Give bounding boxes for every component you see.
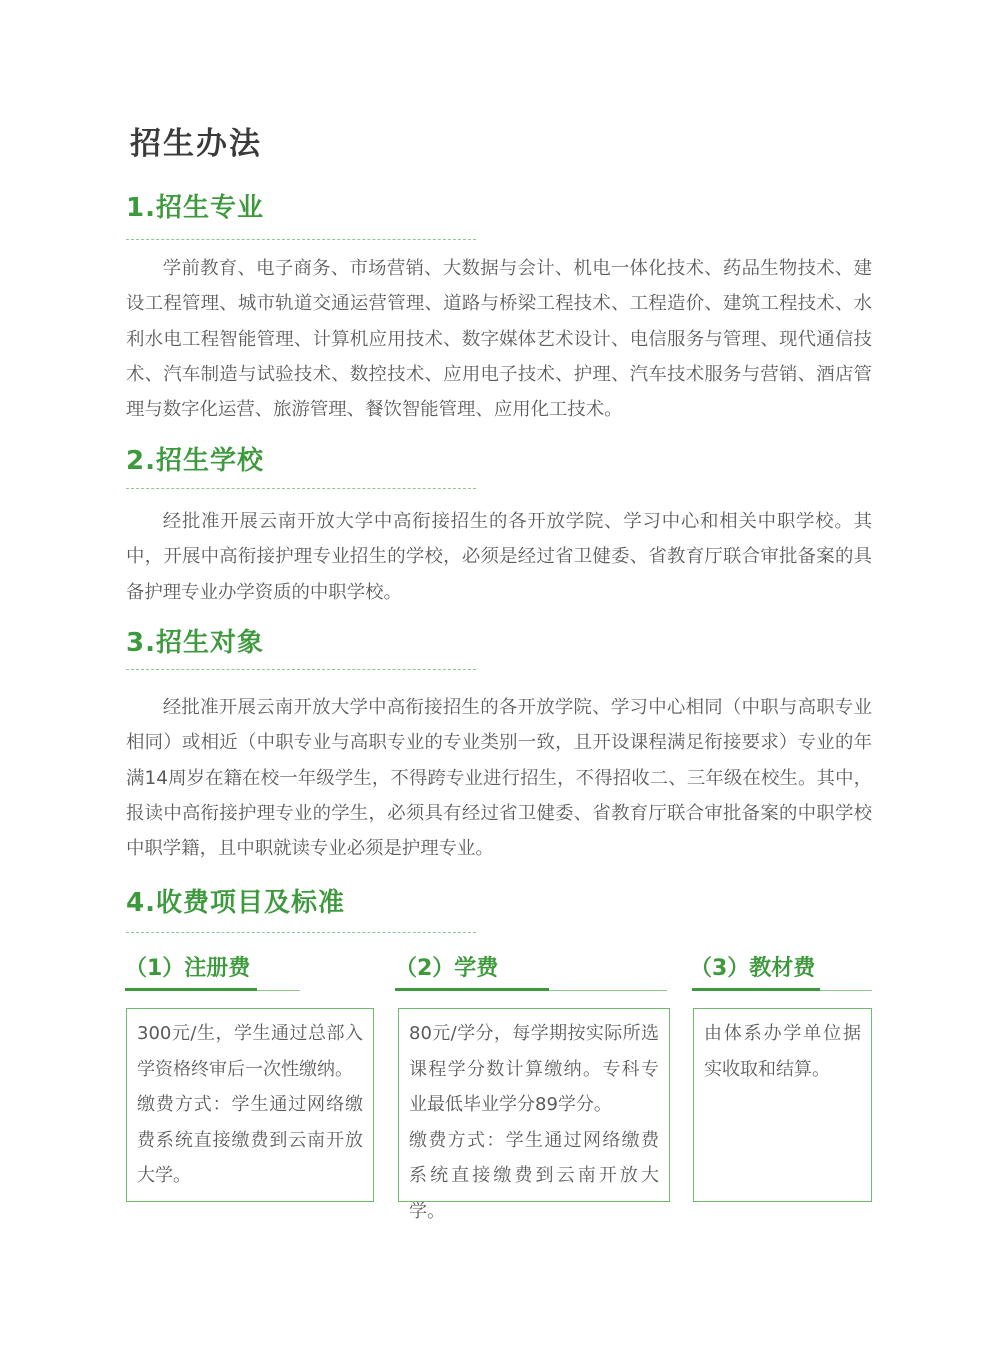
fee-box-textbooks	[693, 1008, 872, 1202]
fee-label-underline	[395, 990, 667, 991]
fee-label-registration: （1）注册费	[125, 956, 251, 981]
section-divider	[126, 488, 476, 489]
section-heading-majors: 1.招生专业	[126, 193, 264, 223]
section-heading-schools: 2.招生学校	[126, 446, 264, 476]
section-divider	[126, 239, 476, 240]
fee-label-textbooks: （3）教材费	[690, 956, 816, 981]
page-title: 招生办法	[130, 126, 262, 162]
section-heading-eligibility: 3.招生对象	[126, 628, 264, 658]
section-body-eligibility: 经批准开展云南开放大学中高衔接招生的各开放学院、学习中心相同（中职与高职专业相同）或相近（中职专业与高职专业的专业类别一致，且开设课程满足衔接要求）专业的年满14周岁在籍在校一年级学生，不得跨专业进行招生，不得招收二、三年级在校生。其中，报读中高衔接护理专业的学生，必须具有经过省卫健委、省教育厅联合审批备案的中职学校中职学籍，且中职就读专业必须是护理专业。	[126, 697, 872, 860]
fee-label-underline	[125, 990, 300, 991]
fee-detail-tuition: 80元/学分，每学期按实际所选课程学分数计算缴纳。专科专业最低毕业学分89学分。	[409, 1023, 659, 1115]
section-divider	[126, 932, 476, 933]
section-divider	[126, 669, 476, 670]
fee-payment-tuition: 缴费方式：学生通过网络缴费系统直接缴费到云南开放大学。	[409, 1129, 659, 1222]
section-heading-fees: 4.收费项目及标准	[126, 888, 345, 918]
fee-payment-registration: 缴费方式：学生通过网络缴费系统直接缴费到云南开放大学。	[137, 1094, 363, 1186]
fee-detail-textbooks: 由体系办学单位据实收取和结算。	[704, 1023, 861, 1080]
section-body-schools: 经批准开展云南开放大学中高衔接招生的各开放学院、学习中心和相关中职学校。其中，开展中高衔接护理专业招生的学校，必须是经过省卫健委、省教育厅联合审批备案的具备护理专业办学资质的中职学校。	[126, 511, 872, 603]
section-body-majors: 学前教育、电子商务、市场营销、大数据与会计、机电一体化技术、药品生物技术、建设工程管理、城市轨道交通运营管理、道路与桥梁工程技术、工程造价、建筑工程技术、水利水电工程智能管理、计算机应用技术、数字媒体艺术设计、电信服务与管理、现代通信技术、汽车制造与试验技术、数控技术、应用电子技术、护理、汽车技术服务与营销、酒店管理与数字化运营、旅游管理、餐饮智能管理、应用化工技术。	[126, 258, 872, 421]
fee-detail-registration: 300元/生，学生通过总部入学资格终审后一次性缴纳。	[137, 1023, 363, 1080]
fee-label-tuition: （2）学费	[395, 956, 499, 981]
fee-label-underline	[692, 990, 872, 991]
fee-box-registration	[126, 1008, 374, 1202]
fee-box-tuition	[398, 1008, 670, 1222]
